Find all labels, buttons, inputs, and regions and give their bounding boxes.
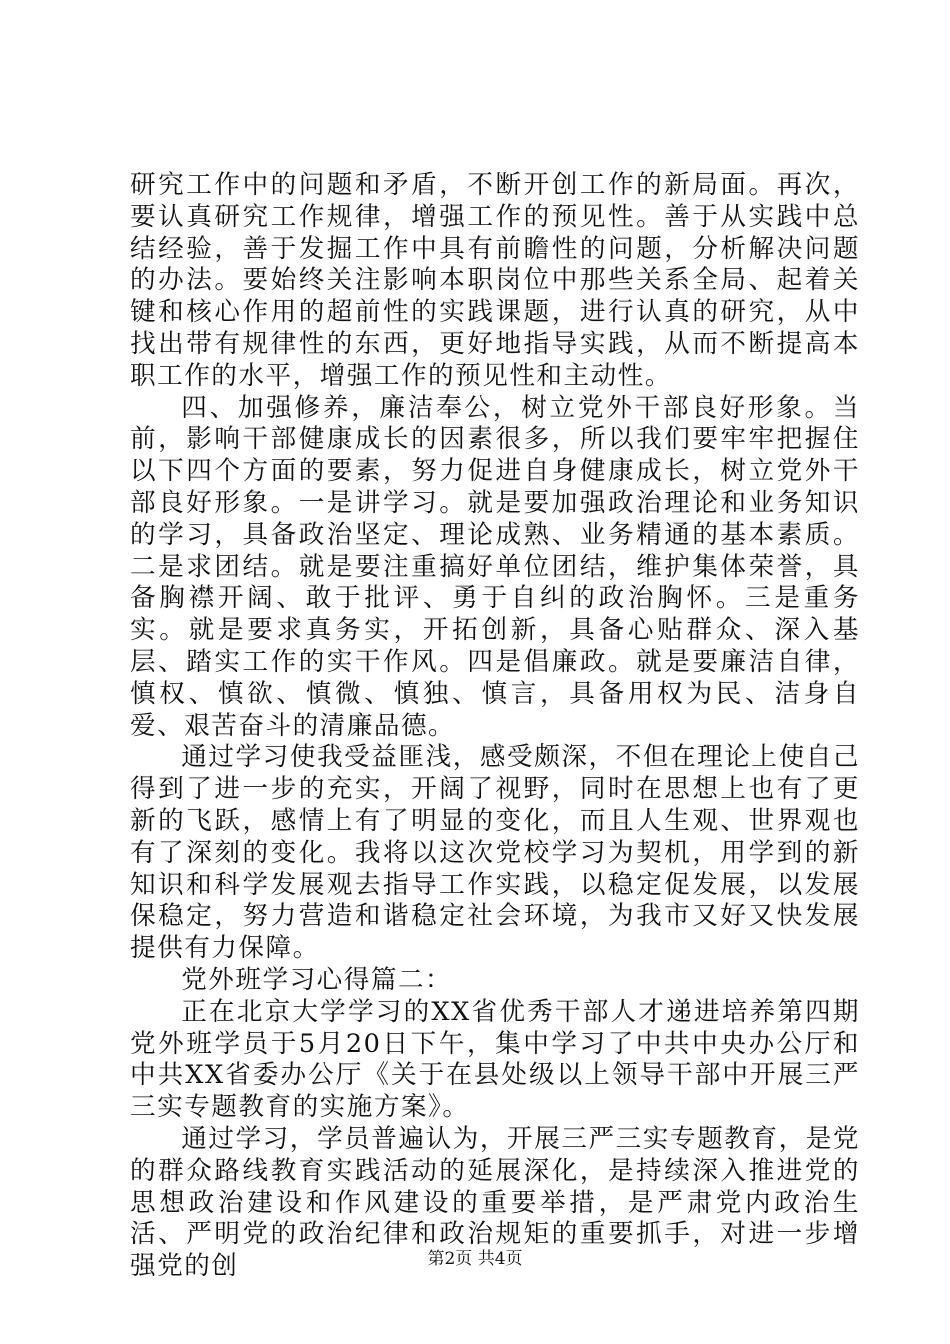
page-number: 第2页 共4页 <box>427 1249 523 1269</box>
paragraph-conclusion: 通过学习使我受益匪浅，感受颇深，不但在理论上使自己得到了进一步的充实，开阔了视野，同时在思想上也有了更新的飞跃，感情上有了明显的变化，而且人生观、世界观也有了深刻的变化。我将以这次党校学习为契机，用学到的新知识和科学发展观去指导工作实践，以稳定促发展，以发展保稳定，努力营造和谐稳定社会环境，为我市又好又快发展提供有力保障。 <box>130 742 860 964</box>
paragraph-learning-outcome: 通过学习，学员普遍认为，开展三严三实专题教育，是党的群众路线教育实践活动的延展深化，是持续深入推进党的思想政治建设和作风建设的重要举措，是严肃党内政治生活、严明党的政治纪律和政治规矩的重要抓手，对进一步增强党的创 <box>130 1123 860 1282</box>
paragraph-section-four: 四、加强修养，廉洁奉公，树立党外干部良好形象。当前，影响干部健康成长的因素很多，所以我们要牢牢把握住以下四个方面的要素，努力促进自身健康成长，树立党外干部良好形象。一是讲学习。就是要加强政治理论和业务知识的学习，具备政治坚定、理论成熟、业务精通的基本素质。二是求团结。就是要注重搞好单位团结，维护集体荣誉，具备胸襟开阔、敢于批评、勇于自纠的政治胸怀。三是重务实。就是要求真务实，开拓创新，具备心贴群众、深入基层、踏实工作的实干作风。四是倡廉政。就是要廉洁自律，慎权、慎欲、慎微、慎独、慎言，具备用权为民、洁身自爱、艰苦奋斗的清廉品德。 <box>130 392 860 741</box>
section-heading: 党外班学习心得篇二： <box>181 964 453 995</box>
document-body <box>130 170 860 1283</box>
paragraph-continuation: 研究工作中的问题和矛盾，不断开创工作的新局面。再次，要认真研究工作规律，增强工作的预见性。善于从实践中总结经验，善于发掘工作中具有前瞻性的问题，分析解决问题的办法。要始终关注影响本职岗位中那些关系全局、起着关键和核心作用的超前性的实践课题，进行认真的研究，从中找出带有规律性的东西，更好地指导实践，从而不断提高本职工作的水平，增强工作的预见性和主动性。 <box>130 170 860 391</box>
paragraph-intro-part-two: 正在北京大学学习的XX省优秀干部人才递进培养第四期党外班学员于5月20日下午，集中学习了中共中央办公厅和中共XX省委办公厅《关于在县处级以上领导干部中开展三严三实专题教育的实施方案》。 <box>130 996 860 1123</box>
